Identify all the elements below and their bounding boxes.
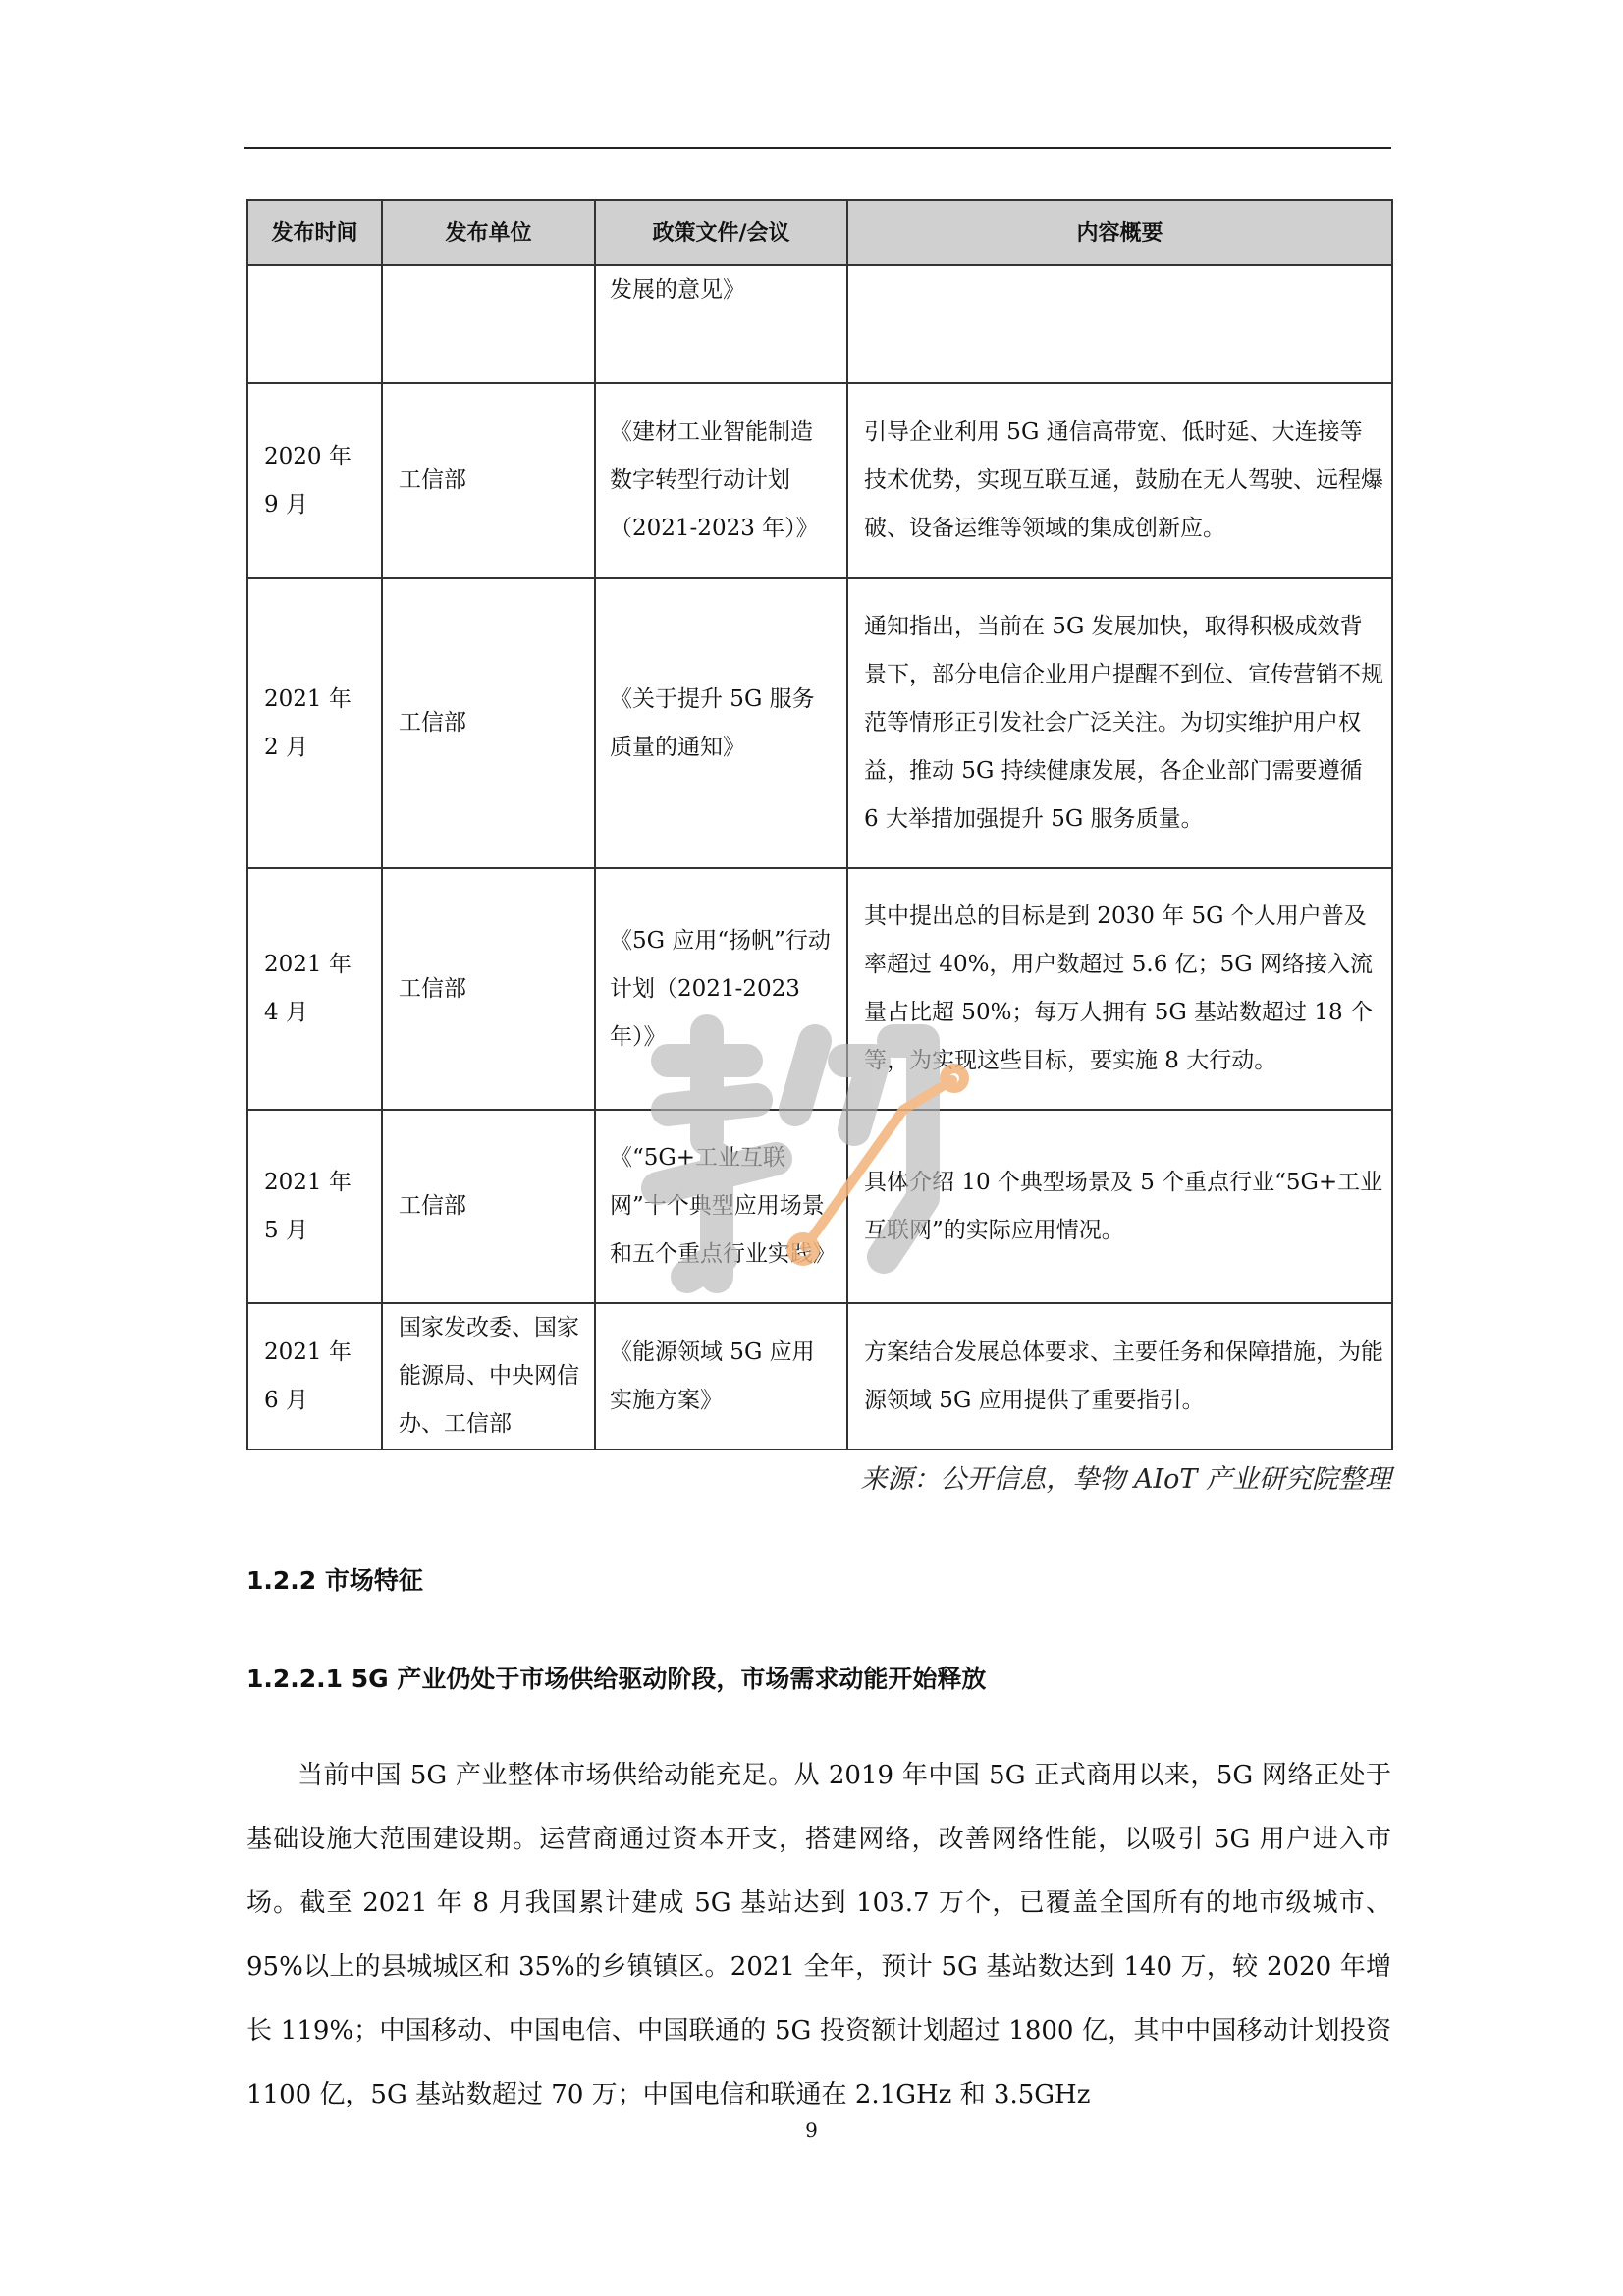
section-heading: 1.2.2 市场特征 [246, 1566, 423, 1595]
cell-document: 《“5G+工业互联网”十个典型应用场景和五个重点行业实践》 [595, 1110, 847, 1303]
subsection-heading: 1.2.2.1 5G 产业仍处于市场供给驱动阶段，市场需求动能开始释放 [246, 1665, 987, 1693]
header-rule [244, 147, 1391, 149]
cell-unit [382, 265, 595, 383]
cell-document: 《5G 应用“扬帆”行动计划（2021-2023 年）》 [595, 868, 847, 1110]
cell-summary: 其中提出总的目标是到 2030 年 5G 个人用户普及率超过 40%，用户数超过 5.6 亿；5G 网络接入流量占比超 50%；每万人拥有 5G 基站数超过 18 个等，为实现这些目标，要实施 8 大行动。 [847, 868, 1392, 1110]
watermark-logo [628, 1002, 1001, 1296]
column-header-document: 政策文件/会议 [595, 200, 847, 265]
cell-date: 2020 年 9 月 [247, 383, 382, 578]
cell-summary: 具体介绍 10 个典型场景及 5 个重点行业“5G+工业互联网”的实际应用情况。 [847, 1110, 1392, 1303]
cell-unit: 工信部 [382, 1110, 595, 1303]
cell-date: 2021 年 2 月 [247, 578, 382, 868]
cell-summary [847, 265, 1392, 383]
cell-summary: 引导企业利用 5G 通信高带宽、低时延、大连接等技术优势，实现互联互通，鼓励在无人驾驶、远程爆破、设备运维等领域的集成创新应。 [847, 383, 1392, 578]
page-number: 9 [805, 2118, 818, 2142]
cell-date: 2021 年 5 月 [247, 1110, 382, 1303]
column-header-unit: 发布单位 [382, 200, 595, 265]
cell-unit: 国家发改委、国家能源局、中央网信办、工信部 [382, 1303, 595, 1449]
cell-document: 《关于提升 5G 服务质量的通知》 [595, 578, 847, 868]
cell-date [247, 265, 382, 383]
cell-summary: 通知指出，当前在 5G 发展加快，取得积极成效背景下，部分电信企业用户提醒不到位、宣传营销不规范等情形正引发社会广泛关注。为切实维护用户权益，推动 5G 持续健康发展，各企业部门需要遵循 6 大举措加强提升 5G 服务质量。 [847, 578, 1392, 868]
cell-unit: 工信部 [382, 578, 595, 868]
cell-unit: 工信部 [382, 383, 595, 578]
column-header-summary: 内容概要 [847, 200, 1392, 265]
table-row [247, 578, 1392, 868]
cell-document: 《能源领域 5G 应用实施方案》 [595, 1303, 847, 1449]
body-paragraph: 当前中国 5G 产业整体市场供给动能充足。从 2019 年中国 5G 正式商用以来，5G 网络正处于基础设施大范围建设期。运营商通过资本开支，搭建网络，改善网络性能，以吸引 5G 用户进入市场。截至 2021 年 8 月我国累计建成 5G 基站达到 103.7 万个，已覆盖全国所有的地市级城市、95%以上的县城城区和 35%的乡镇镇区。2021 全年，预计 5G 基站数达到 140 万，较 2020 年增长 119%；中国移动、中国电信、中国联通的 5G 投资额计划超过 1800 亿，其中中国移动计划投资 1100 亿，5G 基站数超过 70 万；中国电信和联通在 2.1GHz 和 3.5GHz [246, 1761, 1391, 2109]
cell-document: 发展的意见》 [595, 265, 847, 383]
cell-date: 2021 年 4 月 [247, 868, 382, 1110]
table-row [247, 383, 1392, 578]
cell-document: 《建材工业智能制造数字转型行动计划（2021-2023 年）》 [595, 383, 847, 578]
cell-summary: 方案结合发展总体要求、主要任务和保障措施，为能源领域 5G 应用提供了重要指引。 [847, 1303, 1392, 1449]
table-header-row [247, 200, 1392, 265]
table-source-note: 来源：公开信息，挚物 AIoT 产业研究院整理 [860, 1464, 1391, 1495]
cell-date: 2021 年 6 月 [247, 1303, 382, 1449]
table-row [247, 1303, 1392, 1449]
column-header-date: 发布时间 [247, 200, 382, 265]
cell-unit: 工信部 [382, 868, 595, 1110]
table-row [247, 265, 1392, 383]
